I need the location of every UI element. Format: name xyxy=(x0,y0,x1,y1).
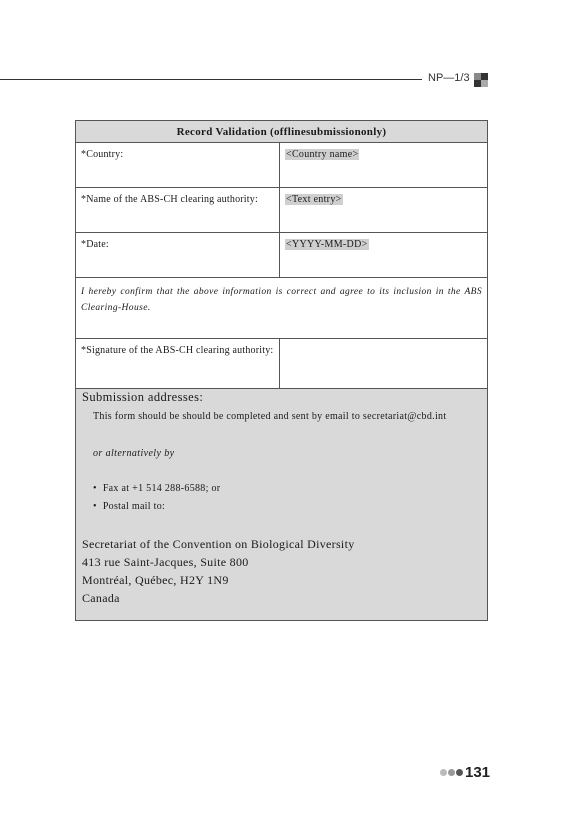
form-title: Record Validation (offlinesubmissiononly) xyxy=(76,121,487,143)
signature-label: *Signature of the ABS-CH clearing authority: xyxy=(76,339,280,388)
country-field[interactable] xyxy=(280,143,487,187)
submission-alternative: or alternatively by xyxy=(93,448,175,459)
submission-methods xyxy=(93,483,220,519)
authority-value: <Text entry> xyxy=(286,194,342,205)
submission-section xyxy=(76,389,487,620)
signature-row xyxy=(76,339,487,389)
confirmation-text: I hereby confirm that the above information is correct and agree to its inclusion in the ABS Clearing-House. xyxy=(76,278,487,339)
address-line: Secretariat of the Convention on Biological Diversity xyxy=(82,537,355,551)
country-row xyxy=(76,143,487,188)
submission-title: Submission addresses: xyxy=(82,390,204,404)
record-validation-form xyxy=(75,120,488,621)
submission-instructions: This form should be should be completed and sent by email to secretariat@cbd.int xyxy=(93,411,447,422)
authority-field[interactable] xyxy=(280,188,487,232)
header-rule xyxy=(0,79,422,80)
postal-address xyxy=(82,535,355,607)
date-value: <YYYY-MM-DD> xyxy=(286,239,368,250)
address-line: Montréal, Québec, H2Y 1N9 xyxy=(82,573,229,587)
authority-label: *Name of the ABS-CH clearing authority: xyxy=(76,188,280,232)
address-line: Canada xyxy=(82,591,120,605)
footer-dots-icon xyxy=(440,769,464,777)
signature-field[interactable] xyxy=(280,339,487,388)
authority-row xyxy=(76,188,487,233)
chapter-code: NP—1/3 xyxy=(428,72,470,84)
page-number: 131 xyxy=(465,764,491,781)
date-label: *Date: xyxy=(76,233,280,277)
country-value: <Country name> xyxy=(286,149,359,160)
header-squares-icon xyxy=(474,73,488,87)
postal-item: • Postal mail to: xyxy=(93,501,220,519)
address-line: 413 rue Saint-Jacques, Suite 800 xyxy=(82,555,249,569)
fax-item: • Fax at +1 514 288-6588; or xyxy=(93,483,220,501)
date-row xyxy=(76,233,487,278)
country-label: *Country: xyxy=(76,143,280,187)
date-field[interactable] xyxy=(280,233,487,277)
